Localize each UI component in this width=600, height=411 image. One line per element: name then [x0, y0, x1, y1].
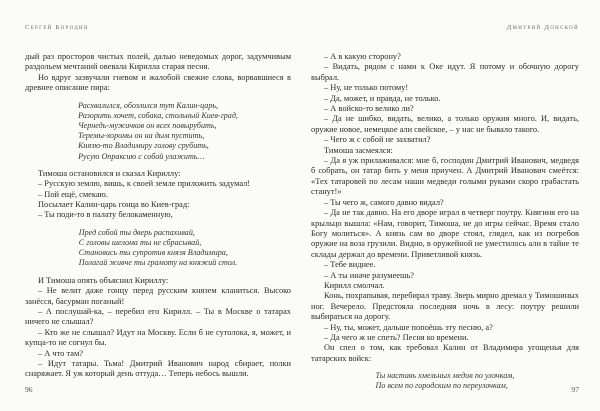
verse-line: Полагай живче ты грамоту на княжий стол.: [78, 258, 238, 268]
running-head-title: Дмитрий Донской: [506, 24, 579, 31]
page-number-left: 96: [25, 385, 33, 394]
dialogue-paragraph: – Да не шибко, видать, велико, а только оружия много. И, видать, оружие новое, немецкое али свейское, – у нас не бывало такого.: [311, 114, 579, 134]
paragraph: Тимоша остановился и сказал Кириллу:: [38, 168, 181, 178]
page-right: [311, 24, 579, 396]
dialogue-paragraph: – Да я уж прилаживался: мне б, господин Дмитрий Иванович, медведя б собрать, он татар бить у меня приучен. А Дмитрий Иванович смеётся: «Тех татаровей по лесам наши медведи голыми руками скоро грабастать станут!»: [311, 156, 579, 197]
dialogue-paragraph: – Ну, ты, может, дальше попоёшь эту песню, а?: [324, 322, 493, 332]
dialogue-paragraph: – Видать, рядом с нами к Оке идут. Я потому и обочную дорогу выбрал.: [311, 62, 579, 82]
paragraph: Тимоша засмеялся:: [324, 145, 393, 155]
dialogue-paragraph: – Да не так давно. На его дворе играл в четверг поутру. Княгиня его на крыльцо вышла: «Нам, говорит, Тимоша, не до игры сейчас. Время стало Богу молиться». А князь сам во дворе стоял, глядел, как из погребов оружие на воза грузили. Видно, в оружейной не уместилось али в тайне те склады держал до времени. Приветливой князь.: [311, 208, 579, 259]
verse-line: Ты наставь хмельных медов по улочкам,: [375, 371, 515, 381]
running-head-author: Сергей Бородин: [25, 24, 89, 31]
page-right-body: [311, 52, 579, 392]
dialogue-paragraph: – Русскую землю, вишь, к своей земле приложить задумал!: [38, 179, 251, 189]
dialogue-paragraph: – А ты иначе разумеешь?: [324, 270, 415, 280]
dialogue-paragraph: – Ты чего ж, самого давно видал?: [324, 197, 444, 207]
dialogue-paragraph: – Чего ж с собой не захватил?: [324, 135, 431, 145]
dialogue-paragraph: – Тебе виднее.: [324, 260, 376, 270]
page-left-body: [25, 52, 291, 380]
dialogue-paragraph: – Не велит даже гонцу перед русским князем кланиться. Высоко занёсся, басурман поганый!: [25, 286, 291, 306]
dialogue-paragraph: – А послушай-ка, – перебил его Кирилл. – Ты в Москве о татарах ничего не слышал?: [25, 306, 291, 327]
dialogue-paragraph: – Ты поди-то в палату белокаменную,: [38, 210, 173, 220]
dialogue-paragraph: – Кто же не слышал? Идут на Москву. Если б не сутолока, я, может, и купца-то не согнул бы.: [25, 327, 291, 348]
dialogue-paragraph: – Да, может, и правда, не только.: [324, 93, 441, 103]
dialogue-paragraph: – Ну, не только потому!: [324, 83, 409, 93]
paragraph: Посылает Калин-царь гонца во Киев-град:: [38, 200, 190, 210]
verse-line: По всем по городским по переулочкам,: [375, 381, 508, 391]
verse-block: [79, 228, 237, 269]
page-number-right: 97: [571, 385, 579, 394]
dialogue-paragraph: – Да чего ж не спеть? Песня ко времени.: [324, 332, 469, 342]
verse-line: Теремы-хоромы он на дым пустить,: [78, 131, 205, 141]
verse-block: [78, 101, 238, 162]
page-left: [25, 24, 291, 396]
verse-line: Пред собой ты дверь распахивай,: [78, 227, 195, 237]
dialogue-paragraph: – А в какую сторону?: [324, 52, 401, 61]
dialogue-paragraph: – А что там?: [38, 348, 83, 358]
verse-line: Становись ты супротив князя Владимира,: [78, 248, 228, 258]
verse-line: Чернедь-мужичков он всех повырубить,: [78, 121, 217, 131]
paragraph: Он спел о том, как требовал Калин от Владимира угощенья для татарских войск:: [311, 343, 579, 363]
paragraph: И Тимоша опять объяснил Кириллу:: [38, 275, 169, 285]
dialogue-paragraph: – А войско-то велико ли?: [324, 104, 414, 114]
verse-line: Русую Опраксию с собой улажить…: [78, 151, 205, 161]
paragraph: дый раз просторов чистых полей, далью неведомых дорог, задумчивым раздольем мечтаний овевала Кирилла старая песня.: [25, 52, 291, 72]
verse-line: Князю-то Владимиру голову срубить,: [78, 141, 209, 151]
verse-line: Разорить хочет, собака, стольный Киев-град,: [78, 110, 238, 120]
verse-line: С головы шелома ты не сбрасывай,: [78, 238, 202, 248]
dialogue-paragraph: – Пой ещё, смекаю.: [38, 189, 108, 199]
paragraph: Кирилл смолчал.: [324, 280, 385, 290]
verse-block: [376, 371, 515, 391]
verse-line: Расхвалился, обозлился тут Калин-царь,: [78, 100, 219, 110]
paragraph: Конь, похрапывая, перебирал траву. Зверь мирно дремал у Тимошиных ног. Вечерело. Предстояла последняя ночь в лесу: поутру решили выбираться на дорогу.: [311, 291, 579, 322]
dialogue-paragraph: – Идут татары. Тьма! Дмитрий Иванович народ сбирает, полки снаряжает. Я уж который день оттуда… Теперь небось вышли.: [25, 358, 291, 379]
paragraph: Но вдруг зазвучали гневом и жалобой свежие слова, ворвавшиеся в древнее описание пира:: [25, 72, 291, 93]
